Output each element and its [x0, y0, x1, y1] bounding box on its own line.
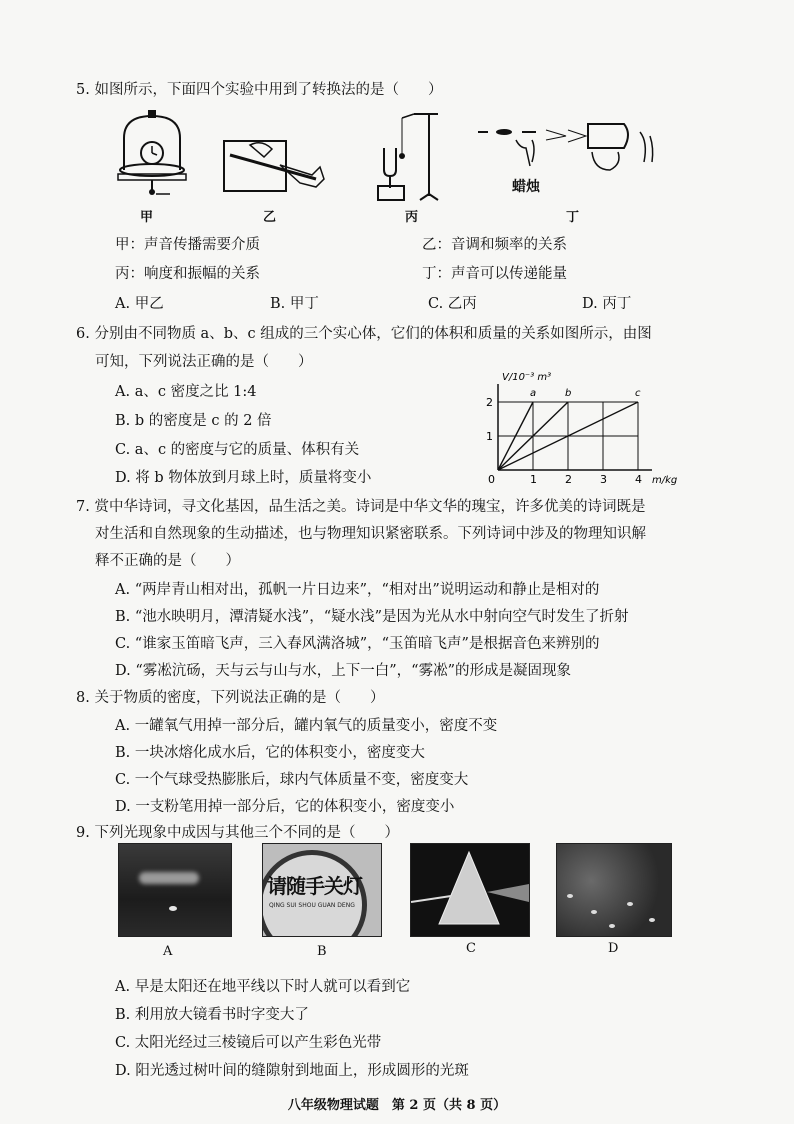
- photo-c-prism: [410, 843, 530, 937]
- origin-label: 0: [488, 473, 495, 486]
- q6-stem-line2: 可知，下列说法正确的是（ ）: [95, 354, 313, 370]
- fig-label-yi: 乙: [263, 210, 277, 225]
- page-footer: 八年级物理试题 第 2 页（共 8 页）: [287, 1098, 507, 1113]
- q5-desc-ding: 丁：声音可以传递能量: [422, 266, 567, 282]
- q5-option-c[interactable]: C. 乙丙: [428, 296, 477, 312]
- q7-stem-line2: 对生活和自然现象的生动描述，也与物理知识紧密联系。下列诗词中涉及的物理知识解: [95, 526, 646, 542]
- q8-option-c[interactable]: C. 一个气球受热膨胀后，球内气体质量不变，密度变大: [115, 772, 469, 788]
- photo-label-d: D: [608, 941, 619, 956]
- q8-option-d[interactable]: D. 一支粉笔用掉一部分后，它的体积变小，密度变小: [115, 799, 455, 815]
- q6-option-a[interactable]: A. a、c 密度之比 1:4: [115, 384, 257, 400]
- photo-label-b: B: [317, 944, 327, 959]
- series-label-c: c: [635, 388, 641, 399]
- bell-jar-figure: [112, 108, 192, 208]
- q7-option-a[interactable]: A. “两岸青山相对出，孤帆一片日边来”，“相对出”说明运动和静止是相对的: [115, 582, 600, 598]
- photo-label-a: A: [163, 944, 173, 959]
- q7-stem-line3: 释不正确的是（ ）: [95, 553, 240, 569]
- y-tick-label: 2: [486, 396, 493, 409]
- q8-option-b[interactable]: B. 一块冰熔化成水后，它的体积变小，密度变大: [115, 745, 425, 761]
- q5-desc-jia: 甲：声音传播需要介质: [115, 237, 260, 253]
- series-label-a: a: [530, 388, 537, 399]
- q5-option-b[interactable]: B. 甲丁: [270, 296, 319, 312]
- q6-stem-line1: 6. 分别由不同物质 a、b、c 组成的三个实心体，它们的体积和质量的关系如图所示，由图: [76, 326, 652, 342]
- q5-desc-bing: 丙：响度和振幅的关系: [115, 266, 260, 282]
- x-axis-label: m/kg: [652, 475, 678, 486]
- candle-figure: [476, 118, 666, 180]
- q9-option-a[interactable]: A. 早是太阳还在地平线以下时人就可以看到它: [115, 979, 411, 995]
- q6-option-d[interactable]: D. 将 b 物体放到月球上时，质量将变小: [115, 470, 372, 486]
- photo-d-tree-shadows: [556, 843, 672, 937]
- volume-mass-chart: [470, 348, 690, 488]
- q7-option-b[interactable]: B. “池水映明月，潭清疑水浅”，“疑水浅”是因为光从水中射向空气时发生了折射: [115, 609, 629, 625]
- fig-label-bing: 丙: [405, 210, 419, 225]
- ruler-figure: [220, 135, 330, 195]
- chart-series: [498, 388, 641, 470]
- q8-stem: 8. 关于物质的密度，下列说法正确的是（ ）: [76, 690, 385, 706]
- x-tick-label: 3: [600, 473, 607, 486]
- q5-option-a[interactable]: A. 甲乙: [115, 296, 164, 312]
- candle-label: 蜡烛: [512, 179, 540, 195]
- q5-stem: 5. 如图所示，下面四个实验中用到了转换法的是（ ）: [76, 82, 443, 98]
- photo-a-sunrise: [118, 843, 232, 937]
- q6-option-c[interactable]: C. a、c 的密度与它的质量、体积有关: [115, 442, 360, 458]
- photo-label-c: C: [466, 941, 476, 956]
- series-label-b: b: [565, 388, 572, 399]
- q6-option-b[interactable]: B. b 的密度是 c 的 2 倍: [115, 413, 272, 429]
- photo-b-magnifier: [262, 843, 382, 937]
- chart-ticks: [486, 396, 642, 486]
- q7-option-d[interactable]: D. “雾凇沆砀，天与云与山与水，上下一白”，“雾凇”的形成是凝固现象: [115, 663, 571, 679]
- q5-desc-yi: 乙：音调和频率的关系: [422, 237, 567, 253]
- q9-option-b[interactable]: B. 利用放大镜看书时字变大了: [115, 1007, 309, 1023]
- sign-pinyin: QING SUI SHOU GUAN DENG: [269, 902, 355, 909]
- q7-option-c[interactable]: C. “谁家玉笛暗飞声，三入春风满洛城”，“玉笛暗飞声”是根据音色来辨别的: [115, 636, 600, 652]
- q8-option-a[interactable]: A. 一罐氧气用掉一部分后，罐内氧气的质量变小，密度不变: [115, 718, 498, 734]
- q9-option-d[interactable]: D. 阳光透过树叶间的缝隙射到地面上，形成圆形的光斑: [115, 1063, 469, 1079]
- fig-label-ding: 丁: [566, 210, 580, 225]
- tuning-fork-figure: [374, 108, 444, 208]
- sign-text: 请随手关灯: [267, 874, 362, 898]
- q5-option-d[interactable]: D. 丙丁: [582, 296, 632, 312]
- q9-stem: 9. 下列光现象中成因与其他三个不同的是（ ）: [76, 825, 399, 841]
- q9-option-c[interactable]: C. 太阳光经过三棱镜后可以产生彩色光带: [115, 1035, 382, 1051]
- fig-label-jia: 甲: [140, 210, 154, 225]
- x-tick-label: 1: [530, 473, 537, 486]
- x-tick-label: 2: [565, 473, 572, 486]
- x-tick-label: 4: [635, 473, 642, 486]
- q7-stem-line1: 7. 赏中华诗词，寻文化基因，品生活之美。诗词是中华文华的瑰宝，许多优美的诗词既是: [76, 499, 646, 515]
- y-axis-label: V/10⁻³ m³: [502, 372, 552, 383]
- y-tick-label: 1: [486, 430, 493, 443]
